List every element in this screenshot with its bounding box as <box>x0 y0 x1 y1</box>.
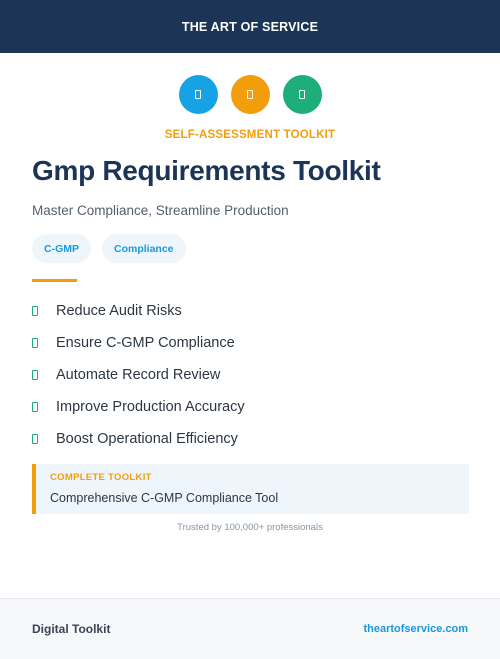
feature-item <box>32 295 245 327</box>
document-icon-blue <box>179 75 218 114</box>
document-icon <box>299 90 305 99</box>
feature-text: Reduce Audit Risks <box>56 303 182 319</box>
callout-label: COMPLETE TOOLKIT <box>50 472 152 483</box>
tag-cgmp: C-GMP <box>32 234 91 263</box>
accent-divider <box>32 279 77 282</box>
tag-compliance: Compliance <box>102 234 186 263</box>
footer <box>0 598 500 659</box>
document-icon <box>247 90 253 99</box>
check-icon <box>32 434 38 444</box>
kicker-label: SELF-ASSESSMENT TOOLKIT <box>164 129 336 141</box>
website-link[interactable]: theartofservice.com <box>363 623 468 635</box>
feature-item <box>32 359 245 391</box>
toolkit-callout <box>32 464 469 514</box>
document-icon <box>195 90 201 99</box>
page-subtitle: Master Compliance, Streamline Production <box>32 203 289 218</box>
top-banner <box>0 0 500 53</box>
feature-text: Ensure C-GMP Compliance <box>56 335 235 351</box>
feature-item <box>32 391 245 423</box>
feature-text: Improve Production Accuracy <box>56 399 245 415</box>
trusted-note: Trusted by 100,000+ professionals <box>177 522 323 533</box>
check-icon <box>32 306 38 316</box>
document-icon-green <box>283 75 322 114</box>
check-icon <box>32 370 38 380</box>
document-icon-orange <box>231 75 270 114</box>
tag-list <box>32 234 186 263</box>
page-title: Gmp Requirements Toolkit <box>32 155 381 186</box>
brand-name: THE ART OF SERVICE <box>181 19 319 34</box>
footer-label: Digital Toolkit <box>32 622 111 636</box>
check-icon <box>32 338 38 348</box>
icon-row <box>0 75 500 114</box>
feature-text: Boost Operational Efficiency <box>56 431 238 447</box>
feature-item <box>32 327 245 359</box>
feature-item <box>32 423 245 455</box>
check-icon <box>32 402 38 412</box>
feature-list <box>32 295 245 455</box>
feature-text: Automate Record Review <box>56 367 221 383</box>
callout-text: Comprehensive C-GMP Compliance Tool <box>50 491 279 505</box>
